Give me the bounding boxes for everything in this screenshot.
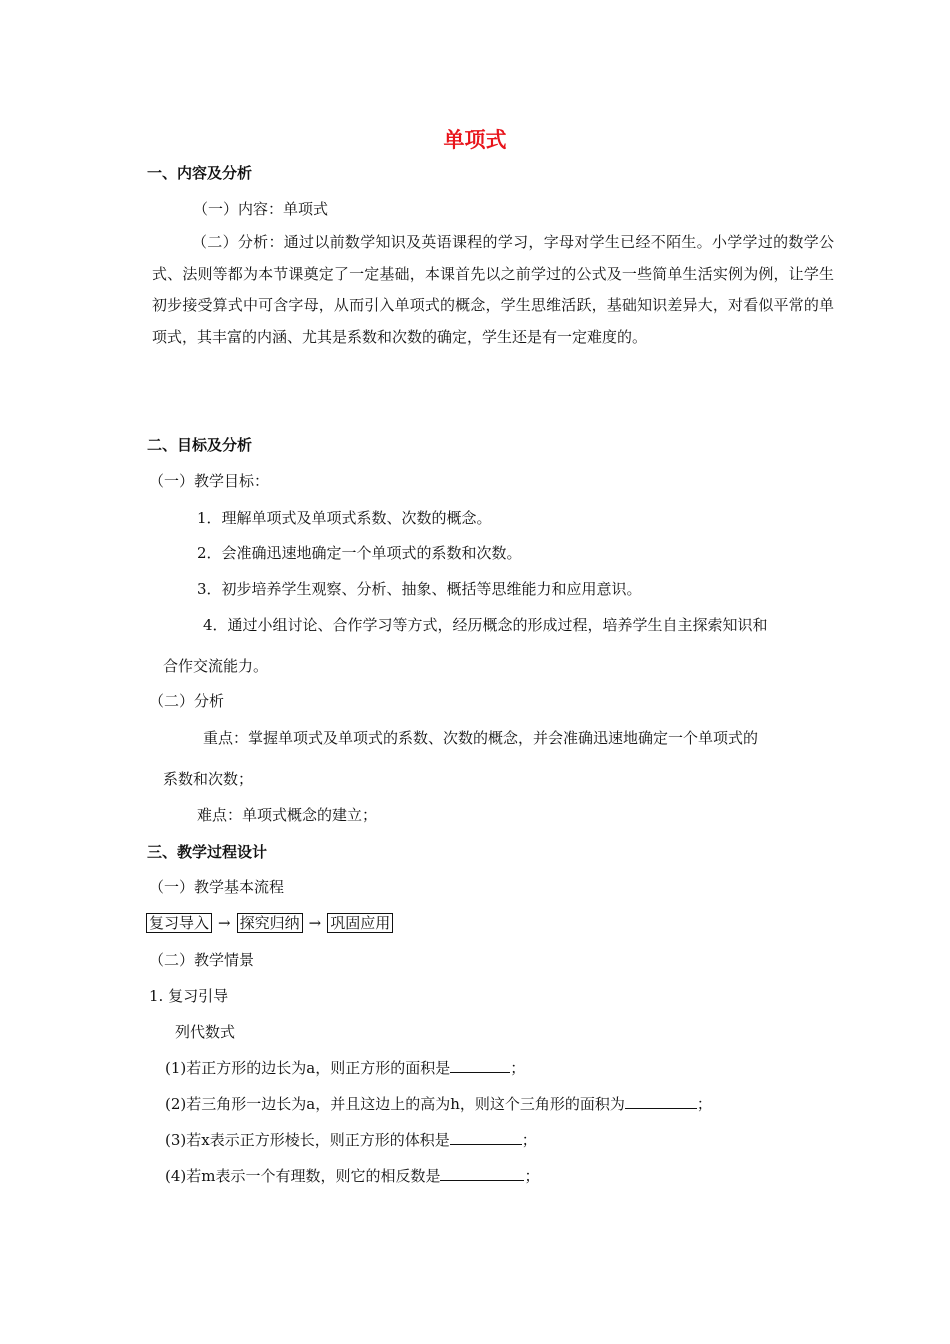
goal-item-3: 3．初步培养学生观察、分析、抽象、概括等思维能力和应用意识。	[197, 580, 642, 598]
question-1	[165, 1057, 525, 1079]
answer-blank[interactable]	[625, 1093, 697, 1109]
review-heading: 1. 复习引导	[149, 987, 229, 1005]
question-2-text: (2)若三角形一边长为a，并且这边上的高为h，则这个三角形的面积为	[165, 1095, 625, 1113]
flow-step-apply: 巩固应用	[327, 913, 393, 933]
goals-label: （一）教学目标：	[149, 472, 270, 490]
goal-item-1: 1．理解单项式及单项式系数、次数的概念。	[197, 509, 492, 527]
question-2	[165, 1093, 712, 1115]
question-3-text: (3)若x表示正方形棱长，则正方形的体积是	[165, 1131, 450, 1149]
section-heading-1: 一、内容及分析	[147, 164, 253, 182]
question-3	[165, 1129, 537, 1151]
analysis-paragraph: （二）分析：通过以前数学知识及英语课程的学习，字母对学生已经不陌生。小学学过的数学公式、法则等都为本节课奠定了一定基础，本课首先以之前学过的公式及一些简单生活实例为例，让学生初步接受算式中可含字母，从而引入单项式的概念，学生思维活跃，基础知识差异大，对看似平常的单项式，其丰富的内涵、尤其是系数和次数的确定，学生还是有一定难度的。	[152, 233, 834, 346]
goal-item-4: 4．通过小组讨论、合作学习等方式，经历概念的形成过程，培养学生自主探索知识和	[203, 616, 768, 634]
content-line: （一）内容：单项式	[193, 200, 329, 218]
document-title: 单项式	[443, 128, 507, 152]
flow-label: （一）教学基本流程	[149, 878, 285, 896]
section-heading-3: 三、教学过程设计	[147, 843, 268, 861]
key-point: 重点：掌握单项式及单项式的系数、次数的概念，并会准确迅速地确定一个单项式的	[203, 729, 759, 747]
question-4	[165, 1165, 540, 1187]
scene-label: （二）教学情景	[149, 951, 255, 969]
key-point-continued: 系数和次数；	[163, 770, 254, 788]
question-1-text: (1)若正方形的边长为a，则正方形的面积是	[165, 1059, 451, 1077]
question-4-end: ；	[524, 1167, 540, 1185]
section-heading-2: 二、目标及分析	[147, 436, 253, 454]
answer-blank[interactable]	[440, 1165, 524, 1181]
question-2-end: ；	[696, 1095, 712, 1113]
question-4-text: (4)若m表示一个有理数，则它的相反数是	[165, 1167, 441, 1185]
goal-item-4-continued: 合作交流能力。	[163, 657, 269, 675]
flow-step-review: 复习导入	[146, 913, 212, 933]
arrow-right-icon: →	[218, 914, 231, 932]
question-1-end: ；	[510, 1059, 526, 1077]
arrow-right-icon: →	[308, 914, 322, 932]
expression-label: 列代数式	[175, 1023, 236, 1041]
answer-blank[interactable]	[450, 1057, 510, 1073]
flow-step-explore: 探究归纳	[237, 913, 303, 933]
goal-item-2: 2．会准确迅速地确定一个单项式的系数和次数。	[197, 544, 522, 562]
difficulty-point: 难点：单项式概念的建立；	[197, 806, 378, 824]
answer-blank[interactable]	[450, 1129, 522, 1145]
flow-chart	[146, 912, 393, 934]
question-3-end: ；	[521, 1131, 537, 1149]
analysis-label: （二）分析	[149, 692, 225, 710]
